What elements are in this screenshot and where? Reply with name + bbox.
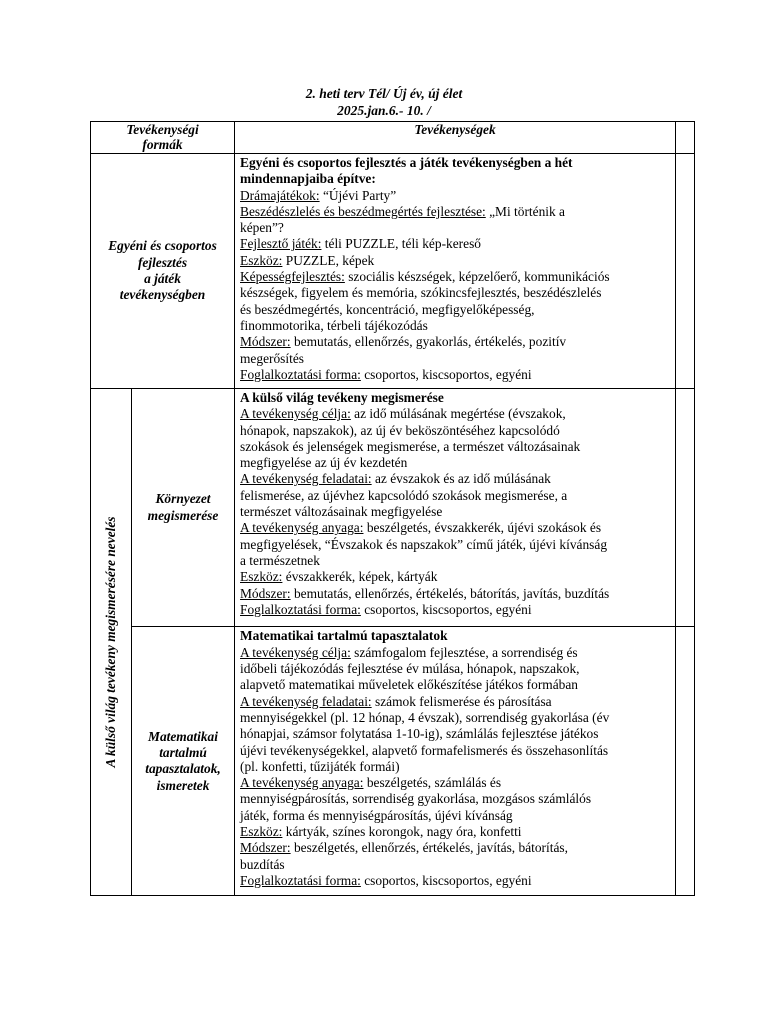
section-heading: Egyéni és csoportos fejlesztés a játék tevékenységben a hét: [240, 155, 573, 170]
content-environment: A külső világ tevékeny megismerése A tevékenység célja: az idő múlásának megértése (évszakok, hónapok, napszakok), az új év beköszöntéséhez kapcsolódó szokások és jelenségek megismerése, a természet változásainak megfigyelése az új év kezdetén A tevékenység feladatai: az évszakok és az idő múlásának felismerése, az újévhez kapcsolódó szokások megismerése, a természet változásainak megfigyelése A tevékenység anyaga: beszélgetés, évszakkerék, újévi szokások és megfigyelések, “Évszakok és napszakok” című játék, újévi kívánság a természetnek Eszköz: évszakkerék, képek, kártyák Módszer: bemutatás, ellenőrzés, értékelés, bátorítás, javítás, buzdítás Foglalkoztatási forma: csoportos, kiscsoportos, egyéni: [235, 389, 676, 627]
vertical-label-cell: [91, 389, 132, 896]
form-environment: Környezet megismerése: [132, 389, 235, 627]
table-header-row: [91, 122, 695, 154]
form-play: Egyéni és csoportos fejlesztés a játék tevékenységben: [91, 154, 235, 389]
content-play: Egyéni és csoportos fejlesztés a játék tevékenységben a hét mindennapjaiba építve: Drámajátékok: “Újévi Party” Beszédészlelés és beszédmegértés fejlesztése: „Mi történik a képen”? Fejlesztő játék: téli PUZZLE, téli kép-kereső Eszköz: PUZZLE, képek Képességfejlesztés: szociális készségek, képzelőerő, kommunikációs készségek, figyelem és memória, szókincsfejlesztés, beszédészlelés és beszédmegértés, koncentráció, megfigyelőképesség, finommotorika, térbeli tájékozódás Módszer: bemutatás, ellenőrzés, gyakorlás, értékelés, pozitív megerősítés Foglalkoztatási forma: csoportos, kiscsoportos, egyéni: [235, 154, 676, 389]
header-empty: [676, 122, 695, 154]
header-activities: Tevékenységek: [235, 122, 676, 154]
form-math: Matematikai tartalmú tapasztalatok, ismeretek: [132, 627, 235, 896]
section-heading: Matematikai tartalmú tapasztalatok: [240, 628, 448, 644]
weekly-plan-table: [90, 121, 695, 896]
vertical-section-label: A külső világ tevékeny megismerésére nevelés: [102, 516, 118, 768]
row-math: [91, 627, 695, 896]
content-math: Matematikai tartalmú tapasztalatok A tevékenység célja: számfogalom fejlesztése, a sorrendiség és időbeli tájékozódás fejlesztése év múlása, hónapok, napszakok, alapvető matematikai műveletek előkészítése játékos formában A tevékenység feladatai: számok felismerése és párosítása mennyiségekkel (pl. 12 hónap, 4 évszak), sorrendiség gyakorlása (év hónapjai, számsor folytatása 1-10-ig), számlálás fejlesztése játékos újévi tevékenységekkel, alapvető formafelismerés és összehasonlítás (pl. konfetti, tűzijáték formái) A tevékenység anyaga: beszélgetés, számlálás és mennyiségpárosítás, sorrendiség gyakorlása, mozgásos számlálós játék, forma és mennyiségpárosítás, újévi kívánság Eszköz: kártyák, színes korongok, nagy óra, konfetti Módszer: beszélgetés, ellenőrzés, értékelés, javítás, bátorítás, buzdítás Foglalkoztatási forma: csoportos, kiscsoportos, egyéni: [235, 627, 676, 896]
row-play: [91, 154, 695, 389]
plan-title: 2. heti terv Tél/ Új év, új élet: [305, 86, 463, 101]
section-heading: A külső világ tevékeny megismerése: [240, 390, 444, 405]
row-environment: [91, 389, 695, 627]
header-forms: Tevékenységi formák: [91, 122, 235, 154]
plan-date: 2025.jan.6.- 10. /: [337, 103, 431, 118]
